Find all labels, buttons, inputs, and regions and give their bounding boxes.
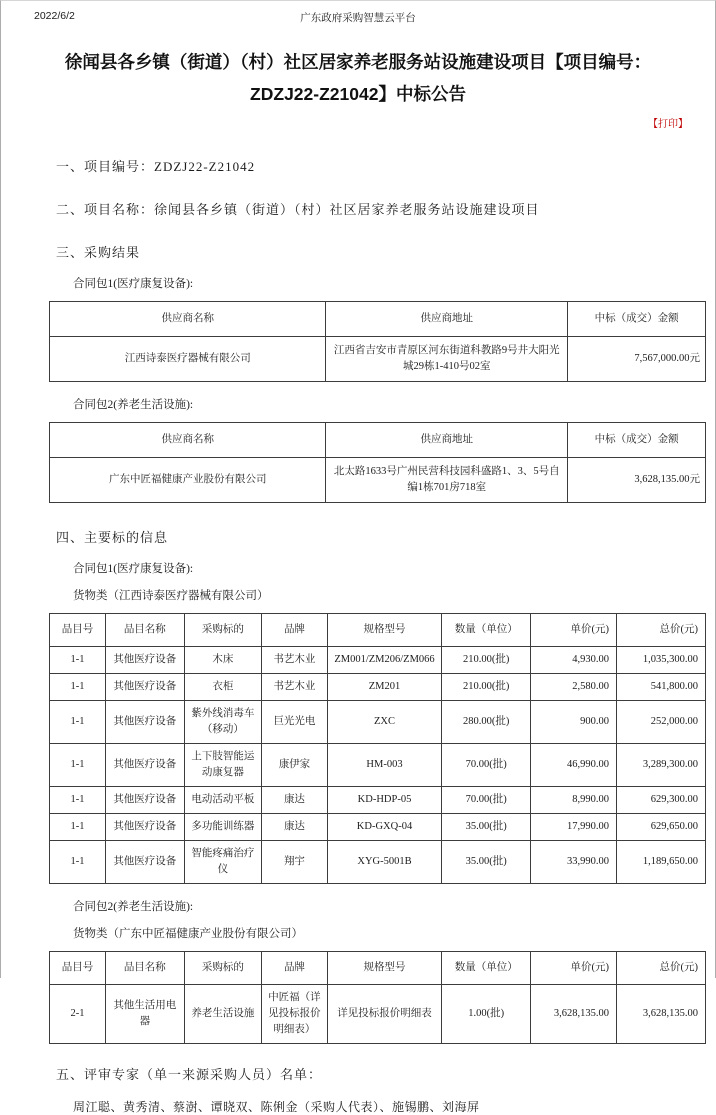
experts-names: 周江聪、黄秀清、蔡澍、谭晓双、陈俐金（采购人代表）、施锡鹏、刘海屏 <box>73 1100 480 1114</box>
package1-category-label: 货物类（江西诗泰医疗器械有限公司） <box>73 590 269 602</box>
table-row <box>50 337 706 382</box>
table-cell: 江西省吉安市青原区河东街道科教路9号井大阳光城29栋1-410号02室 <box>326 337 568 382</box>
table-header-row <box>50 614 706 647</box>
table-cell: 2,580.00 <box>531 674 617 701</box>
table-cell: ZM001/ZM206/ZM066 <box>327 647 442 674</box>
print-row <box>1 114 688 132</box>
table-cell: ZM201 <box>327 674 442 701</box>
table-row <box>50 841 706 884</box>
table-cell: 书艺木业 <box>262 647 328 674</box>
table-cell: 中匠福（详见投标报价明细表） <box>262 985 328 1044</box>
table-cell: 210.00(批) <box>442 674 531 701</box>
table-cell: KD-GXQ-04 <box>327 814 442 841</box>
table-cell: 629,650.00 <box>617 814 706 841</box>
table-cell: 1-1 <box>50 647 106 674</box>
table-row <box>50 787 706 814</box>
table-cell: 详见投标报价明细表 <box>327 985 442 1044</box>
table-cell: 3,289,300.00 <box>617 744 706 787</box>
table-cell: 33,990.00 <box>531 841 617 884</box>
table-cell: 35.00(批) <box>442 814 531 841</box>
table-cell: 衣柜 <box>184 674 262 701</box>
column-header: 品目名称 <box>105 952 184 985</box>
site-title: 广东政府采购智慧云平台 <box>300 12 416 24</box>
package1-items-label: 合同包1(医疗康复设备): <box>73 563 194 575</box>
table-cell: 书艺木业 <box>262 674 328 701</box>
table-cell: 紫外线消毒车（移动） <box>184 701 262 744</box>
package2-items-table <box>49 951 706 1044</box>
column-header: 单价(元) <box>531 614 617 647</box>
table-header-row <box>50 423 706 458</box>
table-cell: 541,800.00 <box>617 674 706 701</box>
column-header: 总价(元) <box>617 614 706 647</box>
table-cell: 智能疼痛治疗仪 <box>184 841 262 884</box>
column-header: 供应商地址 <box>326 423 568 458</box>
table-row <box>50 814 706 841</box>
package2-category-label: 货物类（广东中匠福健康产业股份有限公司） <box>73 928 303 940</box>
table-cell: 多功能训练器 <box>184 814 262 841</box>
package1-items-table <box>49 613 706 884</box>
column-header: 品目名称 <box>105 614 184 647</box>
column-header: 规格型号 <box>327 952 442 985</box>
section-project-number: 一、项目编号：ZDZJ22-Z21042 <box>56 159 256 174</box>
column-header: 品目号 <box>50 952 106 985</box>
table-cell: 其他医疗设备 <box>105 841 184 884</box>
table-cell: 1-1 <box>50 701 106 744</box>
announcement-title: 徐闻县各乡镇（街道）（村）社区居家养老服务站设施建设项目【项目编号：ZDZJ22-Z21042】中标公告 <box>64 52 652 104</box>
table-cell: 1-1 <box>50 814 106 841</box>
column-header: 总价(元) <box>617 952 706 985</box>
table-header-row <box>50 952 706 985</box>
page-header <box>1 1 715 32</box>
table-cell: 电动活动平板 <box>184 787 262 814</box>
print-button[interactable]: 【打印】 <box>648 119 688 130</box>
table-cell: 康达 <box>262 787 328 814</box>
column-header: 品牌 <box>262 614 328 647</box>
column-header: 供应商名称 <box>50 423 326 458</box>
table-cell: 3,628,135.00 <box>531 985 617 1044</box>
table-cell: 翔宇 <box>262 841 328 884</box>
table-cell: 900.00 <box>531 701 617 744</box>
table-row <box>50 458 706 503</box>
table-row <box>50 985 706 1044</box>
table-cell: 其他医疗设备 <box>105 744 184 787</box>
table-cell: 康达 <box>262 814 328 841</box>
column-header: 品牌 <box>262 952 328 985</box>
package2-items-label: 合同包2(养老生活设施): <box>73 901 194 913</box>
table-cell: 35.00(批) <box>442 841 531 884</box>
table-cell: 1,189,650.00 <box>617 841 706 884</box>
table-cell: 其他生活用电器 <box>105 985 184 1044</box>
table-cell: 其他医疗设备 <box>105 647 184 674</box>
table-cell: 养老生活设施 <box>184 985 262 1044</box>
table-row <box>50 701 706 744</box>
column-header: 采购标的 <box>184 614 262 647</box>
table-cell: 上下肢智能运动康复器 <box>184 744 262 787</box>
table-cell: ZXC <box>327 701 442 744</box>
table-cell: 17,990.00 <box>531 814 617 841</box>
column-header: 单价(元) <box>531 952 617 985</box>
table-cell: 3,628,135.00 <box>617 985 706 1044</box>
table-cell: KD-HDP-05 <box>327 787 442 814</box>
table-cell: 其他医疗设备 <box>105 701 184 744</box>
table-cell: 280.00(批) <box>442 701 531 744</box>
table-cell: 70.00(批) <box>442 787 531 814</box>
table-cell: 252,000.00 <box>617 701 706 744</box>
table-cell: 巨光光电 <box>262 701 328 744</box>
table-cell: 8,990.00 <box>531 787 617 814</box>
package1-result-label: 合同包1(医疗康复设备): <box>73 278 194 290</box>
header-date: 2022/6/2 <box>34 10 75 22</box>
table-cell: 江西诗泰医疗器械有限公司 <box>50 337 326 382</box>
column-header: 中标（成交）金额 <box>568 302 706 337</box>
table-row <box>50 647 706 674</box>
package1-supplier-table <box>49 301 706 382</box>
column-header: 规格型号 <box>327 614 442 647</box>
table-cell: 1.00(批) <box>442 985 531 1044</box>
table-row <box>50 744 706 787</box>
column-header: 中标（成交）金额 <box>568 423 706 458</box>
table-cell: XYG-5001B <box>327 841 442 884</box>
package2-supplier-table <box>49 422 706 503</box>
section-project-name: 二、项目名称：徐闻县各乡镇（街道）（村）社区居家养老服务站设施建设项目 <box>56 202 540 217</box>
section-procurement-result: 三、采购结果 <box>56 245 141 260</box>
column-header: 供应商地址 <box>326 302 568 337</box>
column-header: 数量（单位） <box>442 952 531 985</box>
table-cell: 3,628,135.00元 <box>568 458 706 503</box>
section-main-info: 四、主要标的信息 <box>56 530 169 545</box>
table-cell: HM-003 <box>327 744 442 787</box>
table-cell: 木床 <box>184 647 262 674</box>
column-header: 供应商名称 <box>50 302 326 337</box>
table-header-row <box>50 302 706 337</box>
table-row <box>50 674 706 701</box>
table-cell: 1,035,300.00 <box>617 647 706 674</box>
column-header: 品目号 <box>50 614 106 647</box>
table-cell: 其他医疗设备 <box>105 674 184 701</box>
table-cell: 629,300.00 <box>617 787 706 814</box>
table-cell: 1-1 <box>50 674 106 701</box>
table-cell: 广东中匠福健康产业股份有限公司 <box>50 458 326 503</box>
table-cell: 210.00(批) <box>442 647 531 674</box>
table-cell: 1-1 <box>50 787 106 814</box>
table-cell: 70.00(批) <box>442 744 531 787</box>
table-cell: 7,567,000.00元 <box>568 337 706 382</box>
package2-result-label: 合同包2(养老生活设施): <box>73 399 194 411</box>
table-cell: 4,930.00 <box>531 647 617 674</box>
column-header: 数量（单位） <box>442 614 531 647</box>
table-cell: 46,990.00 <box>531 744 617 787</box>
table-cell: 北太路1633号广州民营科技园科盛路1、3、5号自编1栋701房718室 <box>326 458 568 503</box>
table-cell: 其他医疗设备 <box>105 814 184 841</box>
section-experts: 五、评审专家（单一来源采购人员）名单： <box>56 1067 323 1082</box>
column-header: 采购标的 <box>184 952 262 985</box>
table-cell: 2-1 <box>50 985 106 1044</box>
table-cell: 1-1 <box>50 841 106 884</box>
table-cell: 其他医疗设备 <box>105 787 184 814</box>
table-cell: 康伊家 <box>262 744 328 787</box>
table-cell: 1-1 <box>50 744 106 787</box>
